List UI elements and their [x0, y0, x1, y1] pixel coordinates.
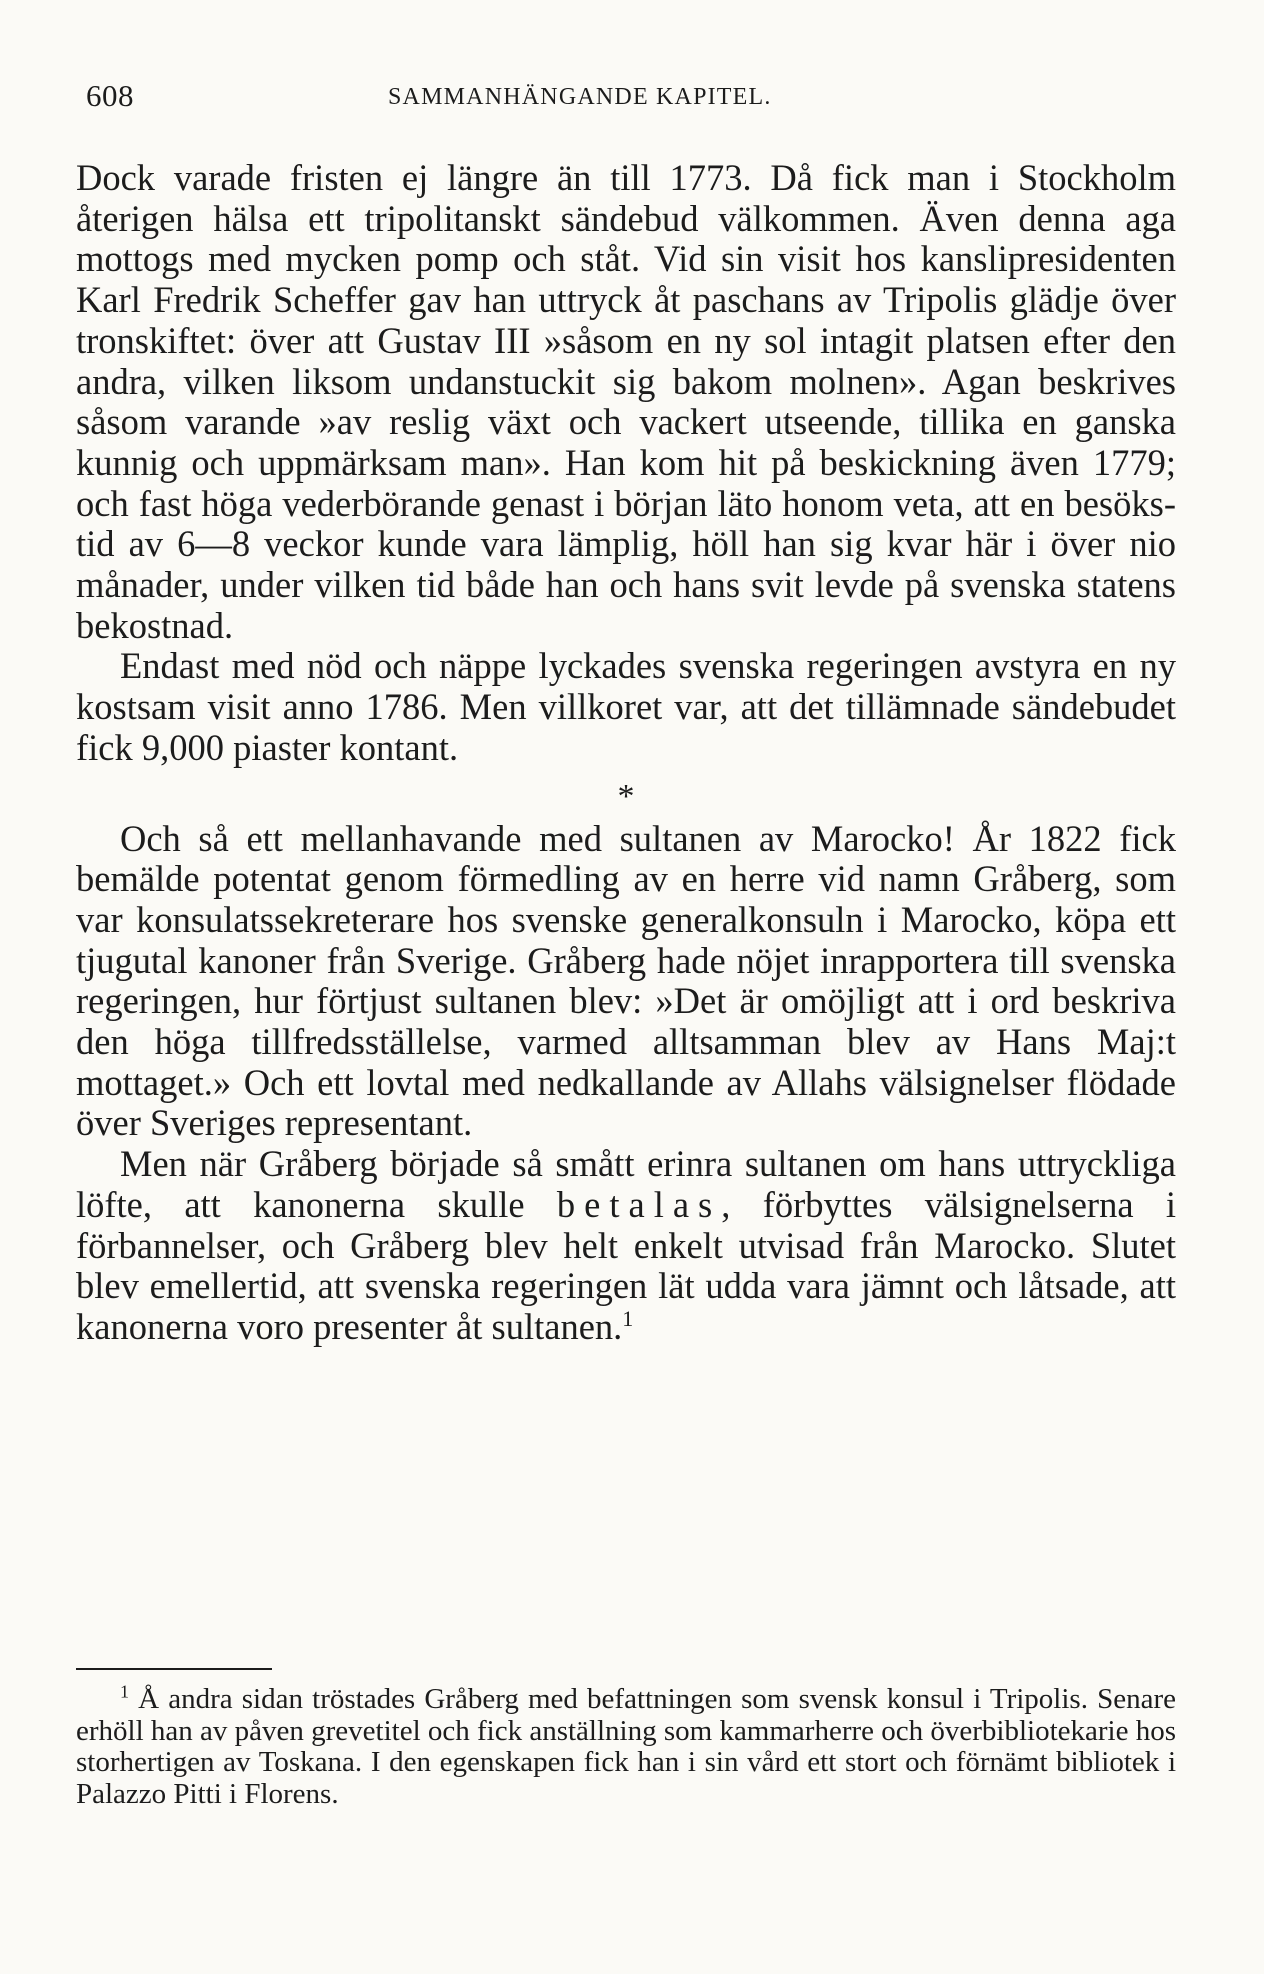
section-break-asterisk: *: [617, 777, 635, 815]
paragraph-3: Och så ett mellanhavande med sultanen av Marocko! År 1822 fick bemälde potentat genom förmedling av en herre vid namn Gråberg, som var konsulatssekreterare hos svenske generalkonsuln i Marocko, köpa ett tjugutal kanoner från Sverige. Gråberg hade nöjet inrapportera till svenska regeringen, hur förtjust sultanen blev: »Det är omöjligt att i ord beskriva den höga tillfredsställelse, varmed alltsamman blev av Hans Maj:t mottaget.» Och ett lovtal med nedkallande av Allahs välsignelser flödade över Sveriges representant.: [76, 817, 1176, 1144]
paragraph-1: Dock varade fristen ej längre än till 1773. Då fick man i Stockholm återigen hälsa ett tripolitanskt sändebud välkommen. Även denna aga mottogs med mycken pomp och ståt. Vid sin visit hos kanslipresidenten Karl Fredrik Scheffer gav han uttryck åt paschans av Tripolis glädje över tronskiftet: över att Gustav III »såsom en ny sol intagit platsen efter den andra, vilken liksom undanstuckit sig bakom molnen». Agan beskrives såsom varande »av reslig växt och vackert utseende, tillika en ganska kunnig och uppmärksam man». Han kom hit på beskickning även 1779; och fast höga vederbörande genast i början läto honom veta, att en besökstid av 6—8 veckor kunde vara lämplig, höll han sig kvar här i över nio månader, under vilken tid både han och hans svit levde på svenska statens bekostnad.: [76, 157, 1176, 646]
paragraph-4-text-start: Men när Gråberg började så smått erinra sultanen om hans uttryckliga löfte, att kanonerna skulle: [76, 1143, 1176, 1225]
footnotes: [76, 1681, 1177, 1810]
running-head: [86, 78, 1186, 118]
footnote-text: Å andra sidan tröstades Gråberg med befattningen som svensk konsul i Tripolis. Senare erhöll han av påven grevetitel och fick anställning som kammarherre och överbibliotekarie hos storhertigen av Toskana. I den egenskapen fick han i sin vård ett stort och förnämt bibliotek i Palazzo Pitti i Florens.: [76, 1683, 1177, 1810]
footnote-marker: 1: [120, 1681, 129, 1702]
footnote-1: [76, 1681, 1177, 1810]
footnote-divider: [76, 1668, 272, 1670]
paragraph-2: Endast med nöd och näppe lyckades svenska regeringen avstyra en ny kostsam visit anno 1786. Men villkoret var, att det tillämnade sändebudet fick 9,000 piaster kontant.: [76, 645, 1176, 768]
paragraph-4: [76, 1144, 1176, 1348]
body-text: [76, 158, 1176, 1348]
running-title: SAMMANHÄNGANDE KAPITEL.: [388, 84, 772, 110]
footnote-reference: 1: [622, 1305, 634, 1331]
emphasized-word: betalas: [556, 1183, 722, 1225]
paragraph-4-text-end: , förbyttes välsignelserna i förbannelser, och Gråberg blev helt enkelt utvisad från Marocko. Slutet blev emellertid, att svenska regeringen lät udda vara jämnt och låtsade, att kanonerna voro presenter åt sultanen.: [76, 1183, 1176, 1347]
page-number: 608: [86, 78, 134, 113]
